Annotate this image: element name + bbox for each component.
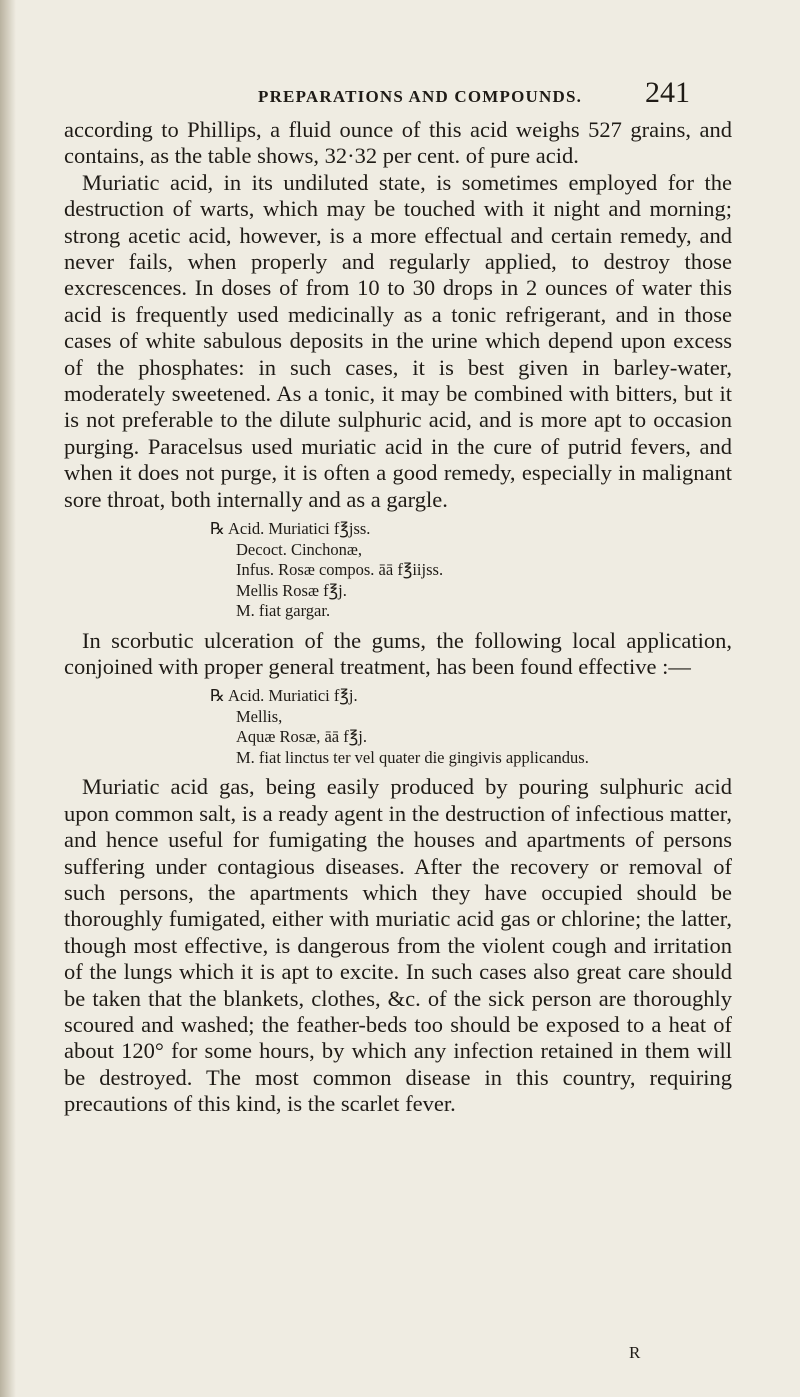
running-title: PREPARATIONS AND COMPOUNDS. — [258, 87, 583, 106]
prescription-gargle — [210, 519, 732, 622]
rx-line: M. fiat gargar. — [236, 601, 331, 621]
rx-line: M. fiat linctus ter vel quater die gingivis applicandus. — [236, 747, 589, 767]
paragraph-3: In scorbutic ulceration of the gums, the following local application, conjoined with proper general treatment, has been found effective :— — [64, 627, 732, 679]
rx-line: Mellis Rosæ f℥j. — [236, 580, 347, 600]
rx-line: ℞ Acid. Muriatici f℥j. — [210, 686, 358, 706]
rx-line: ℞ Acid. Muriatici f℥jss. — [210, 519, 371, 539]
signature-mark: R — [629, 1343, 641, 1362]
rx-line: Decoct. Cinchonæ, — [236, 539, 363, 559]
paragraph-1: according to Phillips, a fluid ounce of this acid weighs 527 grains, and contains, as the table shows, 32·32 per cent. of pure acid. — [64, 117, 732, 169]
book-spine-shadow — [0, 0, 16, 1397]
prescription-linctus — [210, 686, 732, 768]
rx-line: Infus. Rosæ compos. āā f℥iijss. — [236, 560, 444, 580]
body-text — [64, 117, 732, 1118]
page-number: 241 — [645, 76, 690, 109]
rx-line: Mellis, — [236, 706, 283, 726]
paragraph-2: Muriatic acid, in its undiluted state, is sometimes employed for the destruction of warts, which may be touched with it night and morning; strong acetic acid, however, is a more effectual and certain remedy, and never fails, when properly and regularly applied, to destroy those excrescences. In doses of from 10 to 30 drops in 2 ounces of water this acid is frequently used medicinally as a tonic refrigerant, and in those cases of white sabulous deposits in the urine which depend upon excess of the phosphates: in such cases, it is best given in barley-water, moderately sweetened. As a tonic, it may be combined with bitters, but it is not preferable to the dilute sulphuric acid, and is more apt to occasion purging. Paracelsus used muriatic acid in the cure of putrid fevers, and when it does not purge, it is often a good remedy, especially in malignant sore throat, both internally and as a gargle. — [64, 169, 732, 512]
rx-line: Aquæ Rosæ, āā f℥j. — [236, 727, 367, 747]
paragraph-4: Muriatic acid gas, being easily produced by pouring sulphuric acid upon common salt, is a ready agent in the destruction of infectious matter, and hence useful for fumigating the houses and apartments of persons suffering under contagious diseases. After the recovery or removal of such persons, the apartments which they have occupied should be thoroughly fumigated, either with muriatic acid gas or chlorine; the latter, though most effective, is dangerous from the violent cough and irritation of the lungs which it is apt to excite. In such cases also great care should be taken that the blankets, clothes, &c. of the sick person are thoroughly scoured and washed; the feather-beds too should be exposed to a heat of about 120° for some hours, by which any infection retained in them will be destroyed. The most common disease in this country, requiring precautions of this kind, is the scarlet fever. — [64, 774, 732, 1117]
